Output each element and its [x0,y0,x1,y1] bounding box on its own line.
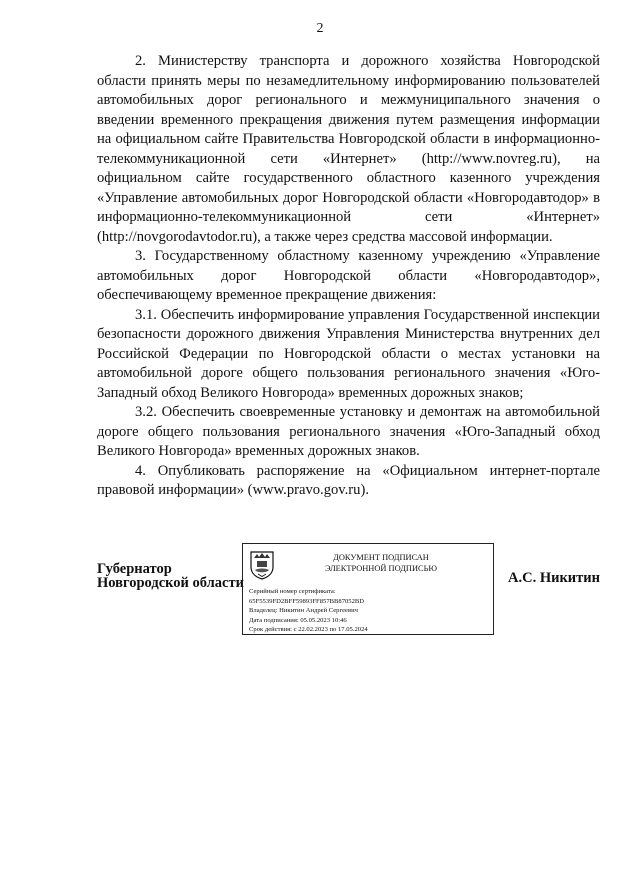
stamp-heading [273,552,489,574]
signer-position-line1: Губернатор [97,561,172,577]
paragraph-2: 2. Министерству транспорта и дорожного хозяйства Новгородской области принять меры по незамедлительному информированию пользователей автомобильных дорог регионального и межмуниципального значения о введении временного прекращения движения путем размещения информации на официальном сайте Правительства Новгородской области в информационно-телекоммуникационной сети «Интернет» (http://www.novreg.ru), на официальном сайте государственного областного казенного учреждения «Управление автомобильных дорог Новгородской области «Новгородавтодор» в информационно-телекоммуникационной сети «Интернет» (http://novgorodavtodor.ru), а также через средства массовой информации. [97,53,600,245]
stamp-serial-value: 65F5539FD2BFF59893FF857BB87052BD [249,597,365,605]
stamp-heading-line2: ЭЛЕКТРОННОЙ ПОДПИСЬЮ [324,564,438,573]
page-number: 2 [316,21,324,36]
stamp-signed-date: Дата подписания: 05.05.2023 10:46 [249,616,347,624]
paragraph-4: 4. Опубликовать распоряжение на «Официальном интернет-портале правовой информации» (www.pravo.gov.ru). [97,462,600,498]
signature-block [97,540,600,640]
stamp-validity: Срок действия: с 22.02.2023 по 17.05.2024 [249,626,368,634]
signer-position [97,562,244,590]
signer-name: А.С. Никитин [508,570,600,586]
document-body [97,52,600,501]
signer-position-line2: Новгородской области [97,575,244,591]
paragraph-3: 3. Государственному областному казенному учреждению «Управление автомобильных дорог Новгородской области «Новгородавтодор», обеспечивающему временное прекращение движения: [97,248,600,303]
stamp-owner: Владелец: Никитин Андрей Сергеевич [249,607,358,615]
paragraph-3-2: 3.2. Обеспечить своевременные установку и демонтаж на автомобильной дороге общего пользования регионального значения «Юго-Западный обход Великого Новгорода» временных дорожных знаков. [97,404,600,459]
coat-of-arms-icon [249,550,275,580]
stamp-details [249,587,368,635]
stamp-heading-line1: ДОКУМЕНТ ПОДПИСАН [333,553,429,562]
stamp-serial-label: Серийный номер сертификата: [249,588,336,595]
paragraph-3-1: 3.1. Обеспечить информирование управления Государственной инспекции безопасности дорожного движения Управления Министерства внутренних дел Российской Федерации по Новгородской области о местах установки на автомобильной дороге общего пользования регионального значения «Юго-Западный обход Великого Новгорода» временных дорожных знаков; [97,306,600,401]
electronic-signature-stamp [242,543,494,635]
